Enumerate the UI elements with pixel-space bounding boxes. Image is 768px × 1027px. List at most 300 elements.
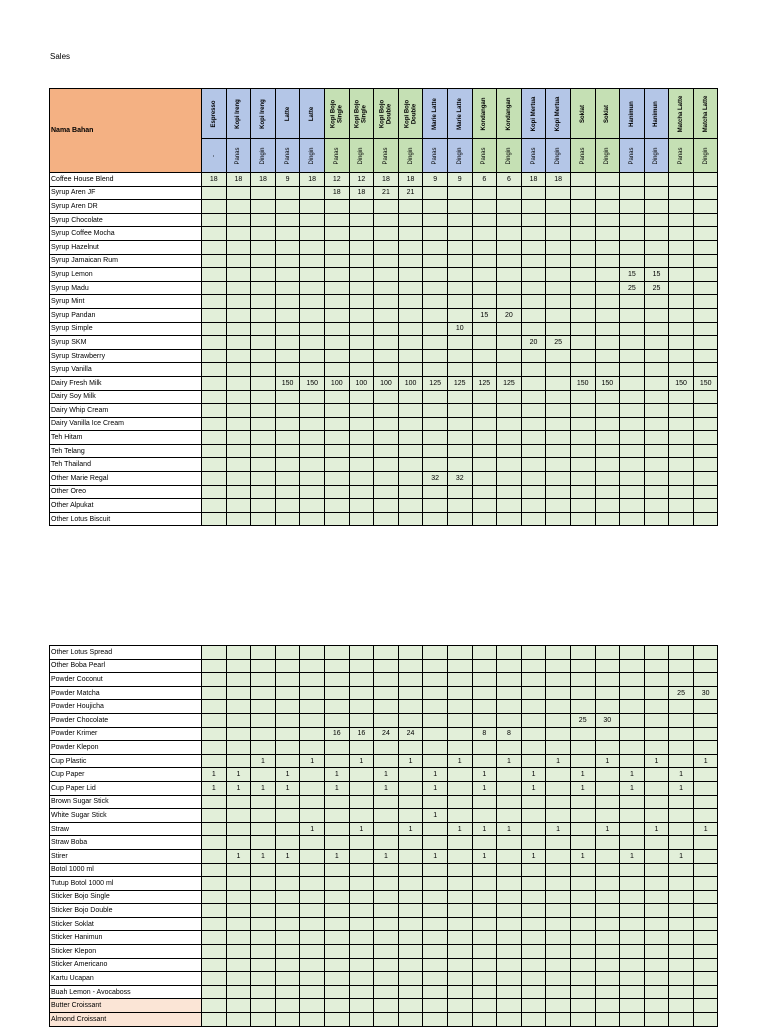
quantity-cell[interactable] — [423, 904, 448, 918]
quantity-cell[interactable] — [595, 1013, 620, 1027]
quantity-cell[interactable] — [374, 972, 399, 986]
quantity-cell[interactable] — [521, 985, 546, 999]
quantity-cell[interactable] — [521, 227, 546, 241]
quantity-cell[interactable]: 30 — [693, 686, 718, 700]
quantity-cell[interactable] — [595, 173, 620, 187]
quantity-cell[interactable]: 1 — [374, 781, 399, 795]
quantity-cell[interactable] — [669, 200, 694, 214]
quantity-cell[interactable] — [595, 741, 620, 755]
quantity-cell[interactable] — [497, 213, 522, 227]
quantity-cell[interactable] — [202, 727, 227, 741]
quantity-cell[interactable] — [620, 213, 645, 227]
quantity-cell[interactable] — [644, 917, 669, 931]
quantity-cell[interactable] — [693, 809, 718, 823]
quantity-cell[interactable] — [275, 904, 300, 918]
quantity-cell[interactable] — [374, 349, 399, 363]
quantity-cell[interactable] — [620, 363, 645, 377]
quantity-cell[interactable] — [620, 659, 645, 673]
quantity-cell[interactable] — [570, 431, 595, 445]
quantity-cell[interactable] — [546, 795, 571, 809]
quantity-cell[interactable] — [472, 958, 497, 972]
quantity-cell[interactable] — [669, 945, 694, 959]
quantity-cell[interactable] — [300, 768, 325, 782]
quantity-cell[interactable] — [398, 849, 423, 863]
quantity-cell[interactable] — [226, 240, 251, 254]
quantity-cell[interactable]: 1 — [398, 754, 423, 768]
quantity-cell[interactable] — [546, 917, 571, 931]
quantity-cell[interactable]: 25 — [669, 686, 694, 700]
quantity-cell[interactable] — [251, 308, 276, 322]
quantity-cell[interactable] — [447, 700, 472, 714]
quantity-cell[interactable] — [374, 485, 399, 499]
quantity-cell[interactable] — [226, 931, 251, 945]
quantity-cell[interactable] — [570, 254, 595, 268]
quantity-cell[interactable] — [300, 985, 325, 999]
quantity-cell[interactable] — [226, 227, 251, 241]
quantity-cell[interactable]: 1 — [521, 768, 546, 782]
quantity-cell[interactable] — [546, 768, 571, 782]
quantity-cell[interactable] — [324, 308, 349, 322]
quantity-cell[interactable] — [447, 431, 472, 445]
quantity-cell[interactable] — [620, 945, 645, 959]
quantity-cell[interactable] — [644, 227, 669, 241]
quantity-cell[interactable] — [644, 417, 669, 431]
quantity-cell[interactable] — [546, 444, 571, 458]
quantity-cell[interactable] — [251, 741, 276, 755]
quantity-cell[interactable] — [644, 431, 669, 445]
quantity-cell[interactable] — [521, 795, 546, 809]
quantity-cell[interactable] — [595, 417, 620, 431]
quantity-cell[interactable] — [374, 904, 399, 918]
quantity-cell[interactable] — [324, 444, 349, 458]
ingredient-name[interactable]: Syrup Pandan — [50, 308, 202, 322]
quantity-cell[interactable] — [669, 904, 694, 918]
quantity-cell[interactable]: 32 — [447, 472, 472, 486]
quantity-cell[interactable] — [202, 741, 227, 755]
quantity-cell[interactable] — [374, 822, 399, 836]
quantity-cell[interactable]: 1 — [324, 781, 349, 795]
quantity-cell[interactable] — [300, 646, 325, 660]
quantity-cell[interactable] — [693, 958, 718, 972]
quantity-cell[interactable]: 1 — [447, 822, 472, 836]
quantity-cell[interactable] — [521, 376, 546, 390]
quantity-cell[interactable] — [669, 972, 694, 986]
quantity-cell[interactable] — [521, 458, 546, 472]
quantity-cell[interactable] — [644, 485, 669, 499]
quantity-cell[interactable] — [595, 322, 620, 336]
quantity-cell[interactable] — [570, 485, 595, 499]
quantity-cell[interactable] — [595, 390, 620, 404]
quantity-cell[interactable] — [251, 890, 276, 904]
quantity-cell[interactable] — [595, 958, 620, 972]
quantity-cell[interactable] — [497, 768, 522, 782]
quantity-cell[interactable] — [644, 404, 669, 418]
quantity-cell[interactable] — [644, 972, 669, 986]
quantity-cell[interactable] — [521, 512, 546, 526]
quantity-cell[interactable] — [595, 700, 620, 714]
quantity-cell[interactable] — [620, 254, 645, 268]
quantity-cell[interactable] — [546, 958, 571, 972]
quantity-cell[interactable] — [546, 727, 571, 741]
quantity-cell[interactable] — [202, 308, 227, 322]
quantity-cell[interactable] — [546, 809, 571, 823]
quantity-cell[interactable] — [275, 972, 300, 986]
quantity-cell[interactable]: 1 — [521, 849, 546, 863]
quantity-cell[interactable] — [300, 809, 325, 823]
quantity-cell[interactable] — [423, 417, 448, 431]
quantity-cell[interactable] — [644, 836, 669, 850]
quantity-cell[interactable]: 1 — [669, 768, 694, 782]
quantity-cell[interactable] — [300, 390, 325, 404]
quantity-cell[interactable] — [595, 809, 620, 823]
quantity-cell[interactable] — [644, 890, 669, 904]
quantity-cell[interactable]: 9 — [275, 173, 300, 187]
quantity-cell[interactable] — [620, 741, 645, 755]
quantity-cell[interactable] — [447, 713, 472, 727]
quantity-cell[interactable] — [595, 877, 620, 891]
quantity-cell[interactable]: 18 — [300, 173, 325, 187]
quantity-cell[interactable]: 100 — [324, 376, 349, 390]
quantity-cell[interactable] — [349, 308, 374, 322]
quantity-cell[interactable] — [349, 349, 374, 363]
quantity-cell[interactable] — [472, 877, 497, 891]
quantity-cell[interactable] — [620, 295, 645, 309]
quantity-cell[interactable] — [521, 917, 546, 931]
quantity-cell[interactable] — [275, 659, 300, 673]
quantity-cell[interactable] — [398, 700, 423, 714]
quantity-cell[interactable] — [447, 485, 472, 499]
quantity-cell[interactable] — [644, 200, 669, 214]
quantity-cell[interactable] — [374, 499, 399, 513]
quantity-cell[interactable] — [497, 200, 522, 214]
quantity-cell[interactable] — [423, 268, 448, 282]
quantity-cell[interactable] — [324, 431, 349, 445]
quantity-cell[interactable]: 15 — [644, 268, 669, 282]
quantity-cell[interactable] — [595, 295, 620, 309]
quantity-cell[interactable] — [497, 485, 522, 499]
quantity-cell[interactable] — [423, 741, 448, 755]
quantity-cell[interactable] — [300, 444, 325, 458]
quantity-cell[interactable] — [644, 213, 669, 227]
quantity-cell[interactable] — [349, 972, 374, 986]
quantity-cell[interactable] — [669, 931, 694, 945]
quantity-cell[interactable] — [472, 863, 497, 877]
quantity-cell[interactable] — [398, 985, 423, 999]
quantity-cell[interactable] — [497, 713, 522, 727]
quantity-cell[interactable] — [447, 254, 472, 268]
quantity-cell[interactable]: 1 — [349, 822, 374, 836]
quantity-cell[interactable] — [374, 227, 399, 241]
quantity-cell[interactable] — [570, 349, 595, 363]
quantity-cell[interactable] — [202, 809, 227, 823]
quantity-cell[interactable] — [497, 227, 522, 241]
quantity-cell[interactable] — [570, 1013, 595, 1027]
quantity-cell[interactable] — [349, 444, 374, 458]
quantity-cell[interactable] — [202, 458, 227, 472]
quantity-cell[interactable] — [497, 917, 522, 931]
quantity-cell[interactable] — [595, 240, 620, 254]
quantity-cell[interactable] — [398, 836, 423, 850]
quantity-cell[interactable] — [546, 376, 571, 390]
quantity-cell[interactable] — [251, 985, 276, 999]
quantity-cell[interactable] — [300, 904, 325, 918]
quantity-cell[interactable] — [472, 985, 497, 999]
ingredient-name[interactable]: Sticker Bojo Single — [50, 890, 202, 904]
quantity-cell[interactable] — [202, 713, 227, 727]
ingredient-name[interactable]: Powder Klepon — [50, 741, 202, 755]
quantity-cell[interactable] — [349, 485, 374, 499]
quantity-cell[interactable] — [398, 890, 423, 904]
quantity-cell[interactable]: 1 — [226, 781, 251, 795]
quantity-cell[interactable] — [251, 727, 276, 741]
quantity-cell[interactable] — [374, 336, 399, 350]
quantity-cell[interactable] — [324, 836, 349, 850]
quantity-cell[interactable] — [374, 240, 399, 254]
quantity-cell[interactable] — [349, 741, 374, 755]
quantity-cell[interactable] — [251, 336, 276, 350]
quantity-cell[interactable] — [374, 877, 399, 891]
quantity-cell[interactable] — [423, 186, 448, 200]
quantity-cell[interactable] — [620, 499, 645, 513]
quantity-cell[interactable] — [497, 417, 522, 431]
quantity-cell[interactable] — [300, 281, 325, 295]
quantity-cell[interactable] — [202, 322, 227, 336]
quantity-cell[interactable] — [374, 836, 399, 850]
quantity-cell[interactable] — [497, 945, 522, 959]
quantity-cell[interactable]: 1 — [226, 768, 251, 782]
quantity-cell[interactable] — [398, 768, 423, 782]
quantity-cell[interactable] — [620, 512, 645, 526]
quantity-cell[interactable] — [398, 240, 423, 254]
quantity-cell[interactable] — [472, 431, 497, 445]
quantity-cell[interactable] — [349, 200, 374, 214]
quantity-cell[interactable] — [546, 254, 571, 268]
quantity-cell[interactable] — [398, 686, 423, 700]
quantity-cell[interactable] — [693, 322, 718, 336]
quantity-cell[interactable] — [546, 849, 571, 863]
quantity-cell[interactable] — [349, 931, 374, 945]
quantity-cell[interactable] — [472, 240, 497, 254]
quantity-cell[interactable] — [669, 404, 694, 418]
quantity-cell[interactable] — [620, 1013, 645, 1027]
quantity-cell[interactable] — [447, 985, 472, 999]
quantity-cell[interactable]: 1 — [472, 768, 497, 782]
quantity-cell[interactable] — [521, 472, 546, 486]
quantity-cell[interactable] — [324, 322, 349, 336]
quantity-cell[interactable] — [251, 945, 276, 959]
quantity-cell[interactable] — [374, 404, 399, 418]
quantity-cell[interactable] — [300, 931, 325, 945]
quantity-cell[interactable] — [374, 295, 399, 309]
quantity-cell[interactable] — [300, 322, 325, 336]
quantity-cell[interactable] — [546, 349, 571, 363]
quantity-cell[interactable]: 1 — [423, 849, 448, 863]
quantity-cell[interactable] — [693, 485, 718, 499]
quantity-cell[interactable]: 6 — [497, 173, 522, 187]
ingredient-name[interactable]: Kartu Ucapan — [50, 972, 202, 986]
quantity-cell[interactable] — [521, 713, 546, 727]
quantity-cell[interactable] — [300, 686, 325, 700]
quantity-cell[interactable] — [275, 200, 300, 214]
quantity-cell[interactable] — [472, 700, 497, 714]
quantity-cell[interactable] — [324, 390, 349, 404]
quantity-cell[interactable] — [349, 431, 374, 445]
quantity-cell[interactable] — [398, 512, 423, 526]
quantity-cell[interactable] — [374, 809, 399, 823]
quantity-cell[interactable] — [546, 485, 571, 499]
quantity-cell[interactable] — [620, 727, 645, 741]
quantity-cell[interactable]: 1 — [374, 849, 399, 863]
quantity-cell[interactable] — [595, 849, 620, 863]
quantity-cell[interactable] — [202, 349, 227, 363]
quantity-cell[interactable] — [620, 444, 645, 458]
quantity-cell[interactable] — [423, 213, 448, 227]
quantity-cell[interactable] — [251, 376, 276, 390]
quantity-cell[interactable]: 12 — [349, 173, 374, 187]
quantity-cell[interactable] — [447, 809, 472, 823]
quantity-cell[interactable] — [374, 673, 399, 687]
quantity-cell[interactable] — [546, 931, 571, 945]
quantity-cell[interactable] — [423, 322, 448, 336]
quantity-cell[interactable] — [570, 336, 595, 350]
quantity-cell[interactable] — [497, 686, 522, 700]
quantity-cell[interactable] — [275, 444, 300, 458]
quantity-cell[interactable] — [226, 985, 251, 999]
quantity-cell[interactable] — [300, 999, 325, 1013]
quantity-cell[interactable] — [202, 472, 227, 486]
quantity-cell[interactable] — [349, 713, 374, 727]
quantity-cell[interactable]: 1 — [620, 849, 645, 863]
quantity-cell[interactable] — [226, 646, 251, 660]
quantity-cell[interactable] — [226, 836, 251, 850]
quantity-cell[interactable] — [349, 768, 374, 782]
quantity-cell[interactable] — [398, 458, 423, 472]
quantity-cell[interactable] — [423, 686, 448, 700]
quantity-cell[interactable] — [521, 322, 546, 336]
quantity-cell[interactable] — [620, 686, 645, 700]
quantity-cell[interactable] — [300, 972, 325, 986]
quantity-cell[interactable] — [324, 931, 349, 945]
quantity-cell[interactable] — [521, 659, 546, 673]
quantity-cell[interactable] — [497, 458, 522, 472]
quantity-cell[interactable] — [497, 646, 522, 660]
quantity-cell[interactable] — [226, 308, 251, 322]
quantity-cell[interactable] — [275, 363, 300, 377]
quantity-cell[interactable] — [546, 404, 571, 418]
quantity-cell[interactable] — [521, 890, 546, 904]
quantity-cell[interactable]: 1 — [472, 781, 497, 795]
quantity-cell[interactable] — [669, 713, 694, 727]
quantity-cell[interactable] — [644, 349, 669, 363]
quantity-cell[interactable] — [595, 268, 620, 282]
quantity-cell[interactable] — [693, 404, 718, 418]
quantity-cell[interactable] — [644, 931, 669, 945]
quantity-cell[interactable]: 1 — [251, 781, 276, 795]
quantity-cell[interactable] — [374, 863, 399, 877]
quantity-cell[interactable] — [447, 444, 472, 458]
quantity-cell[interactable]: 1 — [251, 849, 276, 863]
quantity-cell[interactable] — [546, 458, 571, 472]
quantity-cell[interactable] — [620, 795, 645, 809]
quantity-cell[interactable] — [423, 499, 448, 513]
quantity-cell[interactable] — [546, 985, 571, 999]
quantity-cell[interactable] — [669, 349, 694, 363]
quantity-cell[interactable] — [644, 1013, 669, 1027]
quantity-cell[interactable] — [546, 659, 571, 673]
quantity-cell[interactable] — [226, 904, 251, 918]
quantity-cell[interactable] — [374, 917, 399, 931]
quantity-cell[interactable] — [472, 404, 497, 418]
quantity-cell[interactable] — [447, 227, 472, 241]
ingredient-name[interactable]: Syrup Jamaican Rum — [50, 254, 202, 268]
ingredient-name[interactable]: Tutup Botol 1000 ml — [50, 877, 202, 891]
quantity-cell[interactable] — [300, 472, 325, 486]
quantity-cell[interactable] — [398, 308, 423, 322]
quantity-cell[interactable] — [398, 646, 423, 660]
quantity-cell[interactable] — [693, 254, 718, 268]
quantity-cell[interactable] — [324, 254, 349, 268]
quantity-cell[interactable] — [202, 254, 227, 268]
quantity-cell[interactable] — [546, 512, 571, 526]
quantity-cell[interactable] — [374, 945, 399, 959]
quantity-cell[interactable] — [644, 646, 669, 660]
quantity-cell[interactable] — [447, 673, 472, 687]
quantity-cell[interactable] — [570, 809, 595, 823]
quantity-cell[interactable] — [521, 295, 546, 309]
quantity-cell[interactable] — [324, 268, 349, 282]
quantity-cell[interactable] — [546, 700, 571, 714]
quantity-cell[interactable] — [595, 254, 620, 268]
quantity-cell[interactable] — [447, 200, 472, 214]
quantity-cell[interactable] — [570, 281, 595, 295]
quantity-cell[interactable] — [398, 1013, 423, 1027]
quantity-cell[interactable] — [447, 741, 472, 755]
quantity-cell[interactable] — [472, 754, 497, 768]
quantity-cell[interactable] — [546, 904, 571, 918]
quantity-cell[interactable] — [570, 173, 595, 187]
quantity-cell[interactable] — [693, 173, 718, 187]
quantity-cell[interactable] — [447, 512, 472, 526]
quantity-cell[interactable] — [546, 186, 571, 200]
quantity-cell[interactable]: 15 — [472, 308, 497, 322]
quantity-cell[interactable] — [300, 958, 325, 972]
quantity-cell[interactable] — [447, 295, 472, 309]
quantity-cell[interactable] — [251, 972, 276, 986]
quantity-cell[interactable] — [300, 254, 325, 268]
quantity-cell[interactable]: 1 — [423, 781, 448, 795]
quantity-cell[interactable] — [620, 890, 645, 904]
quantity-cell[interactable] — [644, 458, 669, 472]
quantity-cell[interactable] — [669, 254, 694, 268]
quantity-cell[interactable] — [202, 363, 227, 377]
quantity-cell[interactable] — [202, 822, 227, 836]
quantity-cell[interactable] — [324, 985, 349, 999]
quantity-cell[interactable] — [226, 200, 251, 214]
quantity-cell[interactable] — [497, 795, 522, 809]
quantity-cell[interactable] — [202, 985, 227, 999]
ingredient-name[interactable]: Sticker Klepon — [50, 945, 202, 959]
quantity-cell[interactable] — [398, 444, 423, 458]
quantity-cell[interactable] — [620, 904, 645, 918]
quantity-cell[interactable] — [251, 485, 276, 499]
quantity-cell[interactable] — [251, 822, 276, 836]
quantity-cell[interactable]: 18 — [546, 173, 571, 187]
quantity-cell[interactable]: 1 — [300, 754, 325, 768]
quantity-cell[interactable] — [497, 281, 522, 295]
quantity-cell[interactable] — [521, 213, 546, 227]
quantity-cell[interactable] — [497, 363, 522, 377]
quantity-cell[interactable] — [644, 499, 669, 513]
